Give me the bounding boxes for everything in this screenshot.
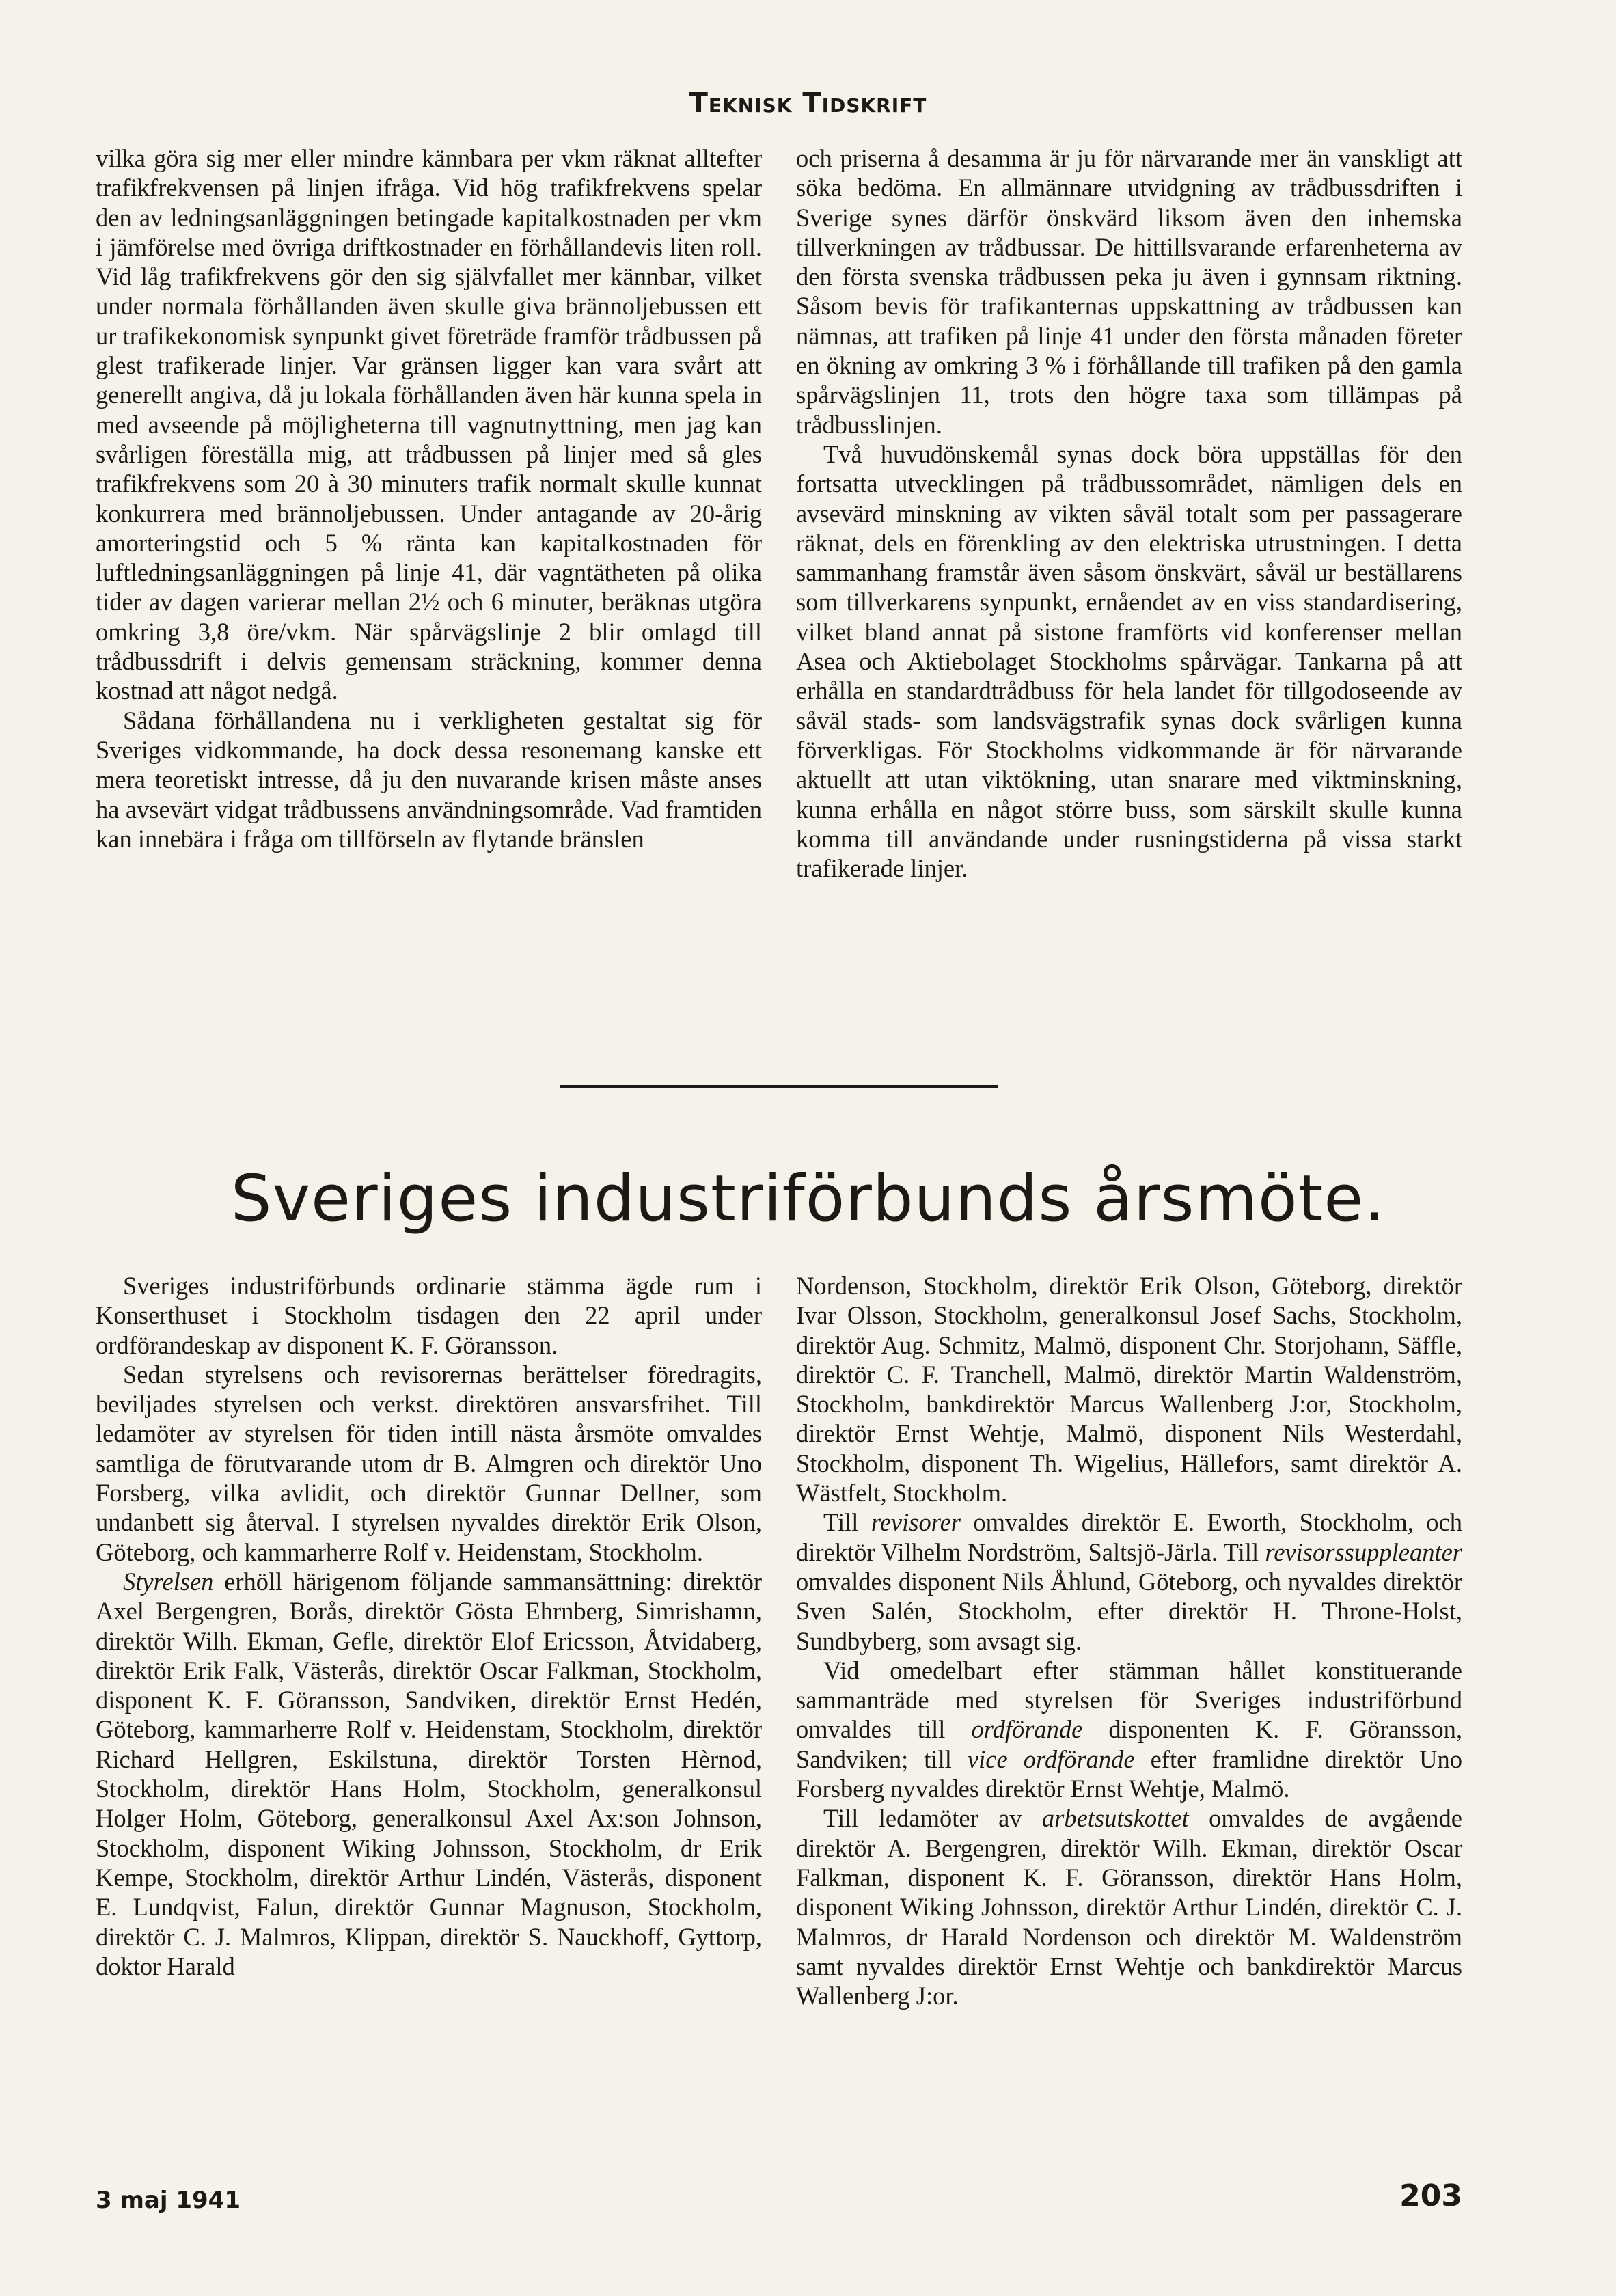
emphasis-term: revisorssuppleanter bbox=[1265, 1538, 1462, 1566]
paragraph: Två huvudönskemål synas dock böra uppställas för den fortsatta utvecklingen på trådbussområdet, nämligen dels en avsevärd minskning av vikten såväl totalt som per passagerare räknat, dels en förenkling av den elektriska utrustningen. I detta sammanhang framstår även såsom önskvärt, såväl ur beställarens som tillverkarens synpunkt, ernåendet av en viss standardisering, vilket bland annat på sistone framförts vid konferenser mellan Asea och Aktiebolaget Stockholms spårvägar. Tankarna på att erhålla en standardtrådbuss för hela landet för tillgodoseende av såväl stads- som landsvägstrafik synas dock svårligen kunna förverkligas. För Stockholms vidkommande är för närvarande aktuellt att utan viktökning, utan snarare med viktminskning, kunna erhålla en något större buss, som särskilt skulle kunna komma till användande under rusningstiderna på vissa starkt trafikerade linjer. bbox=[796, 439, 1462, 883]
paragraph-text: Vid omedelbart efter stämman hållet konstituerande sammanträde med styrelsen för Sveriges industriförbund omvaldes till bbox=[796, 1656, 1462, 1744]
paragraph: Sådana förhållandena nu i verkligheten gestaltat sig för Sveriges vidkommande, ha dock dessa resonemang kanske ett mera teoretiskt intresse, då ju den nuvarande krisen måste anses ha avsevärt vidgat trådbussens användningsområde. Vad framtiden kan innebära i fråga om tillförseln av flytande bränslen bbox=[96, 706, 762, 853]
paragraph-text: omvaldes de avgående direktör A. Bergengren, direktör Wilh. Ekman, direktör Oscar Falkman, disponent K. F. Göransson, direktör Hans Holm, disponent Wiking Johnsson, direktör Arthur Lindén, direktör C. J. Malmros, dr Harald Nordenson och direktör M. Waldenström samt nyvaldes direktör Ernst Wehtje och bankdirektör Marcus Wallenberg J:or. bbox=[796, 1804, 1462, 2010]
paragraph-text: efter framlidne direktör Uno Forsberg nyvaldes direktör Ernst Wehtje, Malmö. bbox=[796, 1745, 1463, 1803]
top-left-column bbox=[96, 144, 762, 853]
bottom-left-column bbox=[96, 1271, 762, 1981]
paragraph-text: Till ledamöter av bbox=[823, 1804, 1042, 1833]
paragraph bbox=[796, 1656, 1462, 1803]
top-right-column bbox=[796, 144, 1462, 883]
paragraph-text: omvaldes direktör E. Eworth, Stockholm, och direktör Vilhelm Nordström, Saltsjö-Järla. Till bbox=[796, 1508, 1462, 1566]
paragraph: Sveriges industriförbunds ordinarie stämma ägde rum i Konserthuset i Stockholm tisdagen den 22 april under ordförandeskap av disponent K. F. Göransson. bbox=[96, 1272, 762, 1359]
issue-date: 3 maj 1941 bbox=[96, 2187, 241, 2214]
emphasis-term: vice ordförande bbox=[967, 1745, 1135, 1773]
paragraph-text: Till bbox=[823, 1508, 871, 1537]
emphasis-term: arbetsutskottet bbox=[1041, 1804, 1189, 1833]
emphasis-term: revisorer bbox=[871, 1508, 961, 1537]
paragraph: vilka göra sig mer eller mindre kännbara per vkm räknat alltefter trafikfrekvensen på linjen ifråga. Vid hög trafikfrekvens spelar den av ledningsanläggningen betingade kapitalkostnaden per vkm i jämförelse med övriga driftkostnader en förhållandevis liten roll. Vid låg trafikfrekvens gör den sig självfallet mer kännbar, vilket under normala förhållanden även skulle giva brännoljebussen ett ur trafikekonomisk synpunkt givet företräde framför trådbussen på glest trafikerade linjer. Var gränsen ligger kan vara svårt att generellt angiva, då ju lokala förhållanden även här kunna spela in med avseende på möjligheterna till vagnutnyttning, men jag kan svårligen föreställa mig, att trådbussen på linjer med så gles trafikfrekvens som 20 à 30 minuters trafik normalt skulle kunnat konkurrera med brännoljebussen. Under antagande av 20-årig amorteringstid och 5 % ränta kan kapitalkostnaden för luftledningsanläggningen på linje 41, där vagntätheten på olika tider av dagen varierar mellan 2½ och 6 minuter, beräknas utgöra omkring 3,8 öre/vkm. När spårvägslinje 2 blir omlagd till trådbussdrift i delvis gemensam sträckning, kommer denna kostnad att något nedgå. bbox=[96, 144, 762, 705]
paragraph-text: omvaldes disponent Nils Åhlund, Göteborg, och nyvaldes direktör Sven Salén, Stockholm, efter direktör H. Throne-Holst, Sundbyberg, som avsagt sig. bbox=[796, 1567, 1462, 1655]
paragraph: och priserna å desamma är ju för närvarande mer än vanskligt att söka bedöma. En allmännare utvidgning av trådbussdriften i Sverige synes därför önskvärd liksom även den inhemska tillverkningen av trådbussar. De hittillsvarande erfarenheterna av den första svenska trådbussen peka ju även i gynnsam riktning. Såsom bevis för trafikanternas uppskattning av trådbussen kan nämnas, att trafiken på linje 41 under den första månaden företer en ökning av omkring 3 % i förhållande till trafiken på den gamla spårvägslinjen 11, trots den högre taxa som tillämpas på trådbusslinjen. bbox=[796, 144, 1462, 439]
paragraph-text: disponenten K. F. Göransson, Sandviken; till bbox=[796, 1715, 1463, 1773]
emphasis-term: Styrelsen bbox=[123, 1567, 214, 1596]
page-number: 203 bbox=[1399, 2178, 1462, 2213]
bottom-right-column bbox=[796, 1271, 1462, 2010]
paragraph bbox=[96, 1567, 762, 1981]
paragraph-text: erhöll härigenom följande sammansättning: direktör Axel Bergengren, Borås, direktör Gösta Ehrnberg, Simrishamn, direktör Wilh. Ekman, Gefle, direktör Elof Ericsson, Åtvidaberg, direktör Erik Falk, Västerås, direktör Oscar Falkman, Stockholm, disponent K. F. Göransson, Sandviken, direktör Ernst Hedén, Göteborg, kammarherre Rolf v. Heidenstam, Stockholm, direktör Richard Hellgren, Eskilstuna, direktör Torsten Hèrnod, Stockholm, direktör Hans Holm, Stockholm, generalkonsul Holger Holm, Göteborg, generalkonsul Axel Ax:son Johnson, Stockholm, disponent Wiking Johnsson, Stockholm, dr Erik Kempe, Stockholm, direktör Arthur Lindén, Västerås, disponent E. Lundqvist, Falun, direktör Gunnar Magnuson, Stockholm, direktör C. J. Malmros, Klippan, direktör S. Nauckhoff, Gyttorp, doktor Harald bbox=[96, 1567, 762, 1980]
paragraph: Sedan styrelsens och revisorernas berättelser föredragits, beviljades styrelsen och verkst. direktören ansvarsfrihet. Till ledamöter av styrelsen för tiden intill nästa årsmöte omvaldes samtliga de förutvarande utom dr B. Almgren och direktör Uno Forsberg, vilka avlidit, och direktör Gunnar Dellner, som undanbett sig återval. I styrelsen nyvaldes direktör Erik Olson, Göteborg, och kammarherre Rolf v. Heidenstam, Stockholm. bbox=[96, 1360, 762, 1566]
section-divider bbox=[560, 1085, 998, 1088]
emphasis-term: ordförande bbox=[971, 1715, 1083, 1744]
paragraph: Nordenson, Stockholm, direktör Erik Olson, Göteborg, direktör Ivar Olsson, Stockholm, generalkonsul Josef Sachs, Stockholm, direktör Aug. Schmitz, Malmö, disponent Chr. Storjohann, Säffle, direktör C. F. Tranchell, Malmö, direktör Martin Waldenström, Stockholm, bankdirektör Marcus Wallenberg J:or, Stockholm, direktör Ernst Wehtje, Malmö, disponent Nils Westerdahl, Stockholm, disponent Th. Wigelius, Hällefors, samt direktör A. Wästfelt, Stockholm. bbox=[796, 1272, 1462, 1507]
article-headline: Sveriges industriförbunds årsmöte. bbox=[230, 1162, 1386, 1236]
paragraph bbox=[796, 1803, 1462, 2010]
paragraph bbox=[796, 1507, 1462, 1655]
running-title: Teknisk Tidskrift bbox=[689, 87, 927, 119]
